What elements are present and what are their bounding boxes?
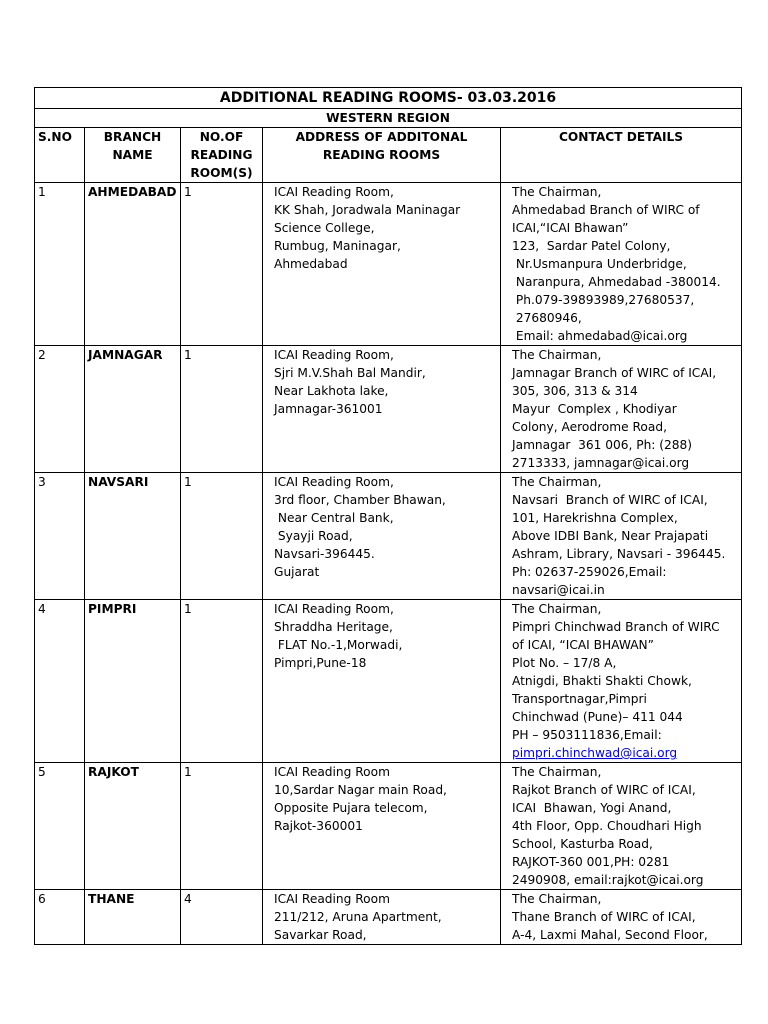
header-address xyxy=(263,128,501,183)
contact-line: Colony, Aerodrome Road, xyxy=(512,420,667,434)
contact-line: Navsari Branch of WIRC of ICAI, xyxy=(512,493,708,507)
table-row xyxy=(35,890,742,945)
header-rooms xyxy=(181,128,263,183)
row-contact xyxy=(501,183,742,346)
row-contact xyxy=(501,473,742,600)
header-branch-line: NAME xyxy=(112,148,153,162)
row-contact xyxy=(501,763,742,890)
contact-line: Chinchwad (Pune)– 411 044 xyxy=(512,710,683,724)
header-rooms-line: ROOM(S) xyxy=(190,166,253,180)
contact-line: ICAI Bhawan, Yogi Anand, xyxy=(512,801,672,815)
address-line: Jamnagar-361001 xyxy=(274,402,383,416)
address-line: ICAI Reading Room, xyxy=(274,185,394,199)
table-row xyxy=(35,346,742,473)
header-contact xyxy=(501,128,742,183)
row-rooms: 1 xyxy=(181,473,263,600)
address-line: Gujarat xyxy=(274,565,320,579)
row-contact xyxy=(501,600,742,763)
contact-line: of ICAI, “ICAI BHAWAN” xyxy=(512,638,654,652)
email-link[interactable]: pimpri.chinchwad@icai.org xyxy=(512,746,678,760)
table-row xyxy=(35,183,742,346)
region-heading: WESTERN REGION xyxy=(35,109,742,128)
contact-line: The Chairman, xyxy=(512,348,602,362)
address-line: Sjri M.V.Shah Bal Mandir, xyxy=(274,366,426,380)
row-sno: 3 xyxy=(35,473,85,600)
address-line: ICAI Reading Room, xyxy=(274,475,394,489)
row-rooms: 1 xyxy=(181,346,263,473)
row-sno: 6 xyxy=(35,890,85,945)
address-line: Science College, xyxy=(274,221,375,235)
row-rooms: 1 xyxy=(181,763,263,890)
contact-line: RAJKOT-360 001,PH: 0281 xyxy=(512,855,670,869)
contact-line: Ashram, Library, Navsari - 396445. xyxy=(512,547,726,561)
row-contact xyxy=(501,346,742,473)
contact-line: navsari@icai.in xyxy=(512,583,605,597)
contact-line: Pimpri Chinchwad Branch of WIRC xyxy=(512,620,720,634)
row-sno: 4 xyxy=(35,600,85,763)
address-line: Ahmedabad xyxy=(274,257,348,271)
header-sno: S.NO xyxy=(35,128,85,183)
row-branch: NAVSARI xyxy=(85,473,181,600)
row-sno: 1 xyxy=(35,183,85,346)
row-sno: 5 xyxy=(35,763,85,890)
address-line: ICAI Reading Room, xyxy=(274,348,394,362)
row-address xyxy=(263,473,501,600)
row-branch: THANE xyxy=(85,890,181,945)
row-branch: RAJKOT xyxy=(85,763,181,890)
document-title: ADDITIONAL READING ROOMS- 03.03.2016 xyxy=(35,88,742,109)
contact-line: 2490908, email:rajkot@icai.org xyxy=(512,873,704,887)
address-line: ICAI Reading Room xyxy=(274,892,390,906)
header-address-line: ADDRESS OF ADDITONAL xyxy=(295,130,468,144)
contact-line: Jamnagar 361 006, Ph: (288) xyxy=(512,438,693,452)
address-line: Rumbug, Maninagar, xyxy=(274,239,401,253)
header-row xyxy=(35,128,742,183)
address-line: 10,Sardar Nagar main Road, xyxy=(274,783,447,797)
row-contact xyxy=(501,890,742,945)
header-rooms-line: NO.OF xyxy=(199,130,244,144)
header-contact-line: CONTACT DETAILS xyxy=(558,130,684,144)
contact-line: Email: ahmedabad@icai.org xyxy=(512,329,688,343)
table-row xyxy=(35,473,742,600)
address-line: KK Shah, Joradwala Maninagar xyxy=(274,203,461,217)
address-line: Savarkar Road, xyxy=(274,928,367,942)
contact-line: 27680946, xyxy=(512,311,582,325)
contact-line: The Chairman, xyxy=(512,602,602,616)
address-line: ICAI Reading Room xyxy=(274,765,390,779)
row-address xyxy=(263,346,501,473)
contact-line: The Chairman, xyxy=(512,765,602,779)
address-line: Syayji Road, xyxy=(274,529,353,543)
contact-line: The Chairman, xyxy=(512,892,602,906)
contact-line: Ph: 02637-259026,Email: xyxy=(512,565,667,579)
contact-line: Naranpura, Ahmedabad -380014. xyxy=(512,275,721,289)
contact-line: 123, Sardar Patel Colony, xyxy=(512,239,671,253)
row-address xyxy=(263,600,501,763)
contact-line: Ahmedabad Branch of WIRC of xyxy=(512,203,700,217)
contact-line: Mayur Complex , Khodiyar xyxy=(512,402,677,416)
contact-line: Thane Branch of WIRC of ICAI, xyxy=(512,910,696,924)
header-address-line: READING ROOMS xyxy=(322,148,441,162)
address-line: Opposite Pujara telecom, xyxy=(274,801,428,815)
address-line: ICAI Reading Room, xyxy=(274,602,394,616)
row-branch: AHMEDABAD xyxy=(85,183,181,346)
contact-line: PH – 9503111836,Email: xyxy=(512,728,662,742)
contact-line: Nr.Usmanpura Underbridge, xyxy=(512,257,687,271)
row-branch: JAMNAGAR xyxy=(85,346,181,473)
address-line: Shraddha Heritage, xyxy=(274,620,393,634)
header-branch xyxy=(85,128,181,183)
address-line: Rajkot-360001 xyxy=(274,819,363,833)
contact-line: Ph.079-39893989,27680537, xyxy=(512,293,695,307)
row-rooms: 4 xyxy=(181,890,263,945)
contact-line: 4th Floor, Opp. Choudhari High xyxy=(512,819,702,833)
row-address xyxy=(263,183,501,346)
header-rooms-line: READING xyxy=(190,148,253,162)
contact-line: Plot No. – 17/8 A, xyxy=(512,656,617,670)
address-line: Near Central Bank, xyxy=(274,511,394,525)
contact-line: Transportnagar,Pimpri xyxy=(512,692,647,706)
contact-line: Rajkot Branch of WIRC of ICAI, xyxy=(512,783,696,797)
contact-line: ICAI,“ICAI Bhawan” xyxy=(512,221,629,235)
header-branch-line: BRANCH xyxy=(103,130,162,144)
address-line: Pimpri,Pune-18 xyxy=(274,656,367,670)
contact-line: A-4, Laxmi Mahal, Second Floor, xyxy=(512,928,708,942)
row-rooms: 1 xyxy=(181,183,263,346)
address-line: 3rd floor, Chamber Bhawan, xyxy=(274,493,446,507)
address-line: Navsari-396445. xyxy=(274,547,375,561)
row-branch: PIMPRI xyxy=(85,600,181,763)
contact-line: 305, 306, 313 & 314 xyxy=(512,384,638,398)
table-row xyxy=(35,763,742,890)
row-sno: 2 xyxy=(35,346,85,473)
table-row xyxy=(35,600,742,763)
contact-line: The Chairman, xyxy=(512,475,602,489)
row-rooms: 1 xyxy=(181,600,263,763)
row-address xyxy=(263,763,501,890)
address-line: FLAT No.-1,Morwadi, xyxy=(274,638,403,652)
reading-rooms-table xyxy=(34,87,742,945)
address-line: 211/212, Aruna Apartment, xyxy=(274,910,442,924)
contact-line: The Chairman, xyxy=(512,185,602,199)
row-address xyxy=(263,890,501,945)
contact-line: School, Kasturba Road, xyxy=(512,837,653,851)
address-line: Near Lakhota lake, xyxy=(274,384,389,398)
contact-line: 2713333, jamnagar@icai.org xyxy=(512,456,690,470)
contact-line: Above IDBI Bank, Near Prajapati xyxy=(512,529,709,543)
contact-line: Atnigdi, Bhakti Shakti Chowk, xyxy=(512,674,692,688)
contact-line: Jamnagar Branch of WIRC of ICAI, xyxy=(512,366,717,380)
contact-line: 101, Harekrishna Complex, xyxy=(512,511,678,525)
